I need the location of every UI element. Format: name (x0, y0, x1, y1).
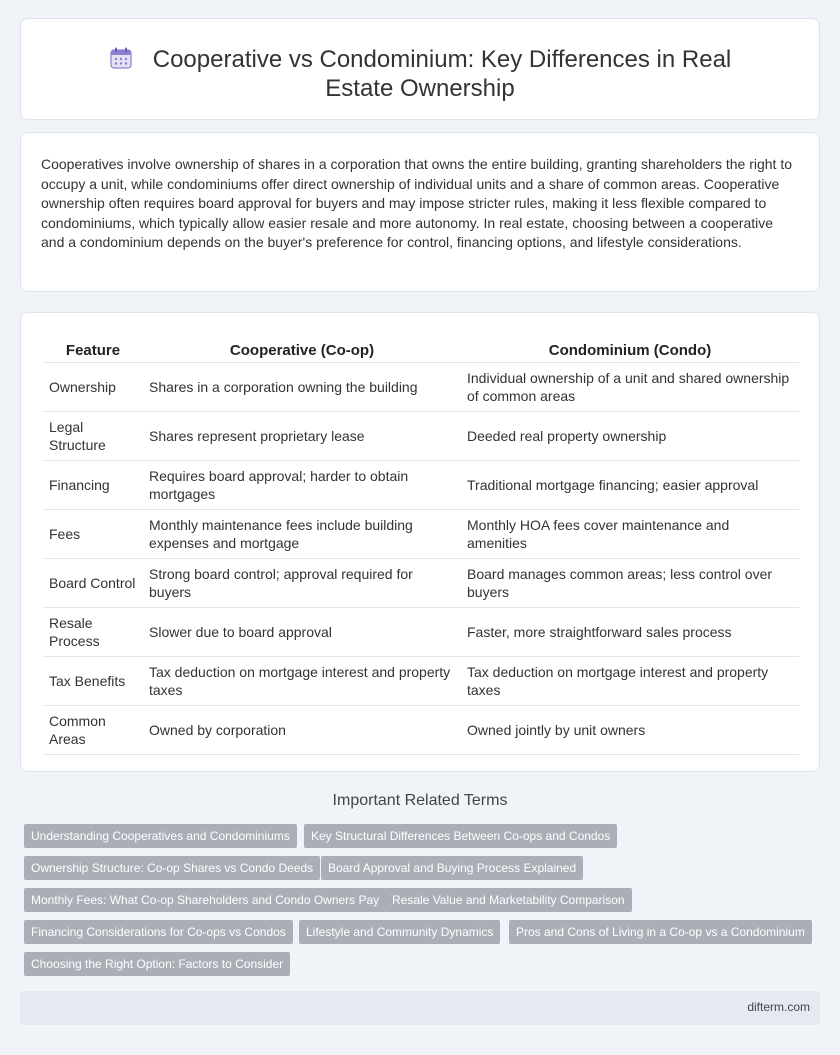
related-term-link[interactable]: Resale Value and Marketability Comparison (385, 888, 632, 912)
feature-cell: Fees (43, 510, 143, 559)
condo-cell: Tax deduction on mortgage interest and property taxes (461, 657, 799, 706)
condo-cell: Board manages common areas; less control over buyers (461, 559, 799, 608)
page-title-wrap (81, 45, 759, 103)
table-row (43, 363, 799, 412)
condo-cell: Traditional mortgage financing; easier approval (461, 461, 799, 510)
coop-cell: Slower due to board approval (143, 608, 461, 657)
coop-cell: Shares represent proprietary lease (143, 412, 461, 461)
related-term-link[interactable]: Financing Considerations for Co-ops vs Condos (24, 920, 293, 944)
related-term-link[interactable]: Understanding Cooperatives and Condominiums (24, 824, 297, 848)
related-term-link[interactable]: Ownership Structure: Co-op Shares vs Condo Deeds (24, 856, 320, 880)
table-row (43, 657, 799, 706)
feature-cell: Board Control (43, 559, 143, 608)
comparison-table (43, 333, 799, 755)
coop-cell: Shares in a corporation owning the building (143, 363, 461, 412)
condo-cell: Deeded real property ownership (461, 412, 799, 461)
table-row (43, 461, 799, 510)
coop-cell: Requires board approval; harder to obtain mortgages (143, 461, 461, 510)
footer (20, 991, 820, 1025)
feature-cell: Ownership (43, 363, 143, 412)
feature-cell: Financing (43, 461, 143, 510)
feature-cell: Common Areas (43, 706, 143, 755)
header-cooperative: Cooperative (Co-op) (143, 333, 461, 363)
header-card (20, 18, 820, 120)
intro-card (20, 132, 820, 292)
page-title: Cooperative vs Condominium: Key Differences in Real Estate Ownership (152, 46, 732, 102)
header-condominium: Condominium (Condo) (461, 333, 799, 363)
related-term-link[interactable]: Monthly Fees: What Co-op Shareholders and Condo Owners Pay (24, 888, 386, 912)
related-term-link[interactable]: Pros and Cons of Living in a Co-op vs a Condominium (509, 920, 812, 944)
table-header-row (43, 333, 799, 363)
header-feature: Feature (43, 333, 143, 363)
coop-cell: Strong board control; approval required for buyers (143, 559, 461, 608)
calendar-icon (109, 46, 133, 70)
related-terms-title: Important Related Terms (332, 792, 508, 809)
coop-cell: Tax deduction on mortgage interest and property taxes (143, 657, 461, 706)
footer-site[interactable]: difterm.com (747, 1000, 810, 1014)
related-term-link[interactable]: Choosing the Right Option: Factors to Consider (24, 952, 290, 976)
related-term-link[interactable]: Key Structural Differences Between Co-ops and Condos (304, 824, 617, 848)
condo-cell: Individual ownership of a unit and shared ownership of common areas (461, 363, 799, 412)
table-row (43, 559, 799, 608)
intro-text: Cooperatives involve ownership of shares in a corporation that owns the entire building, granting shareholders the right to occupy a unit, while condominiums offer direct ownership of individual units and a share of common areas. Cooperative ownership often requires board approval for buyers and may impose stricter rules, making it less flexible compared to condominiums, which typically allow easier resale and more autonomy. In real estate, choosing between a cooperative and a condominium depends on the buyer's preference for control, financing options, and lifestyle considerations. (41, 156, 792, 251)
related-term-link[interactable]: Board Approval and Buying Process Explained (321, 856, 583, 880)
feature-cell: Tax Benefits (43, 657, 143, 706)
table-row (43, 608, 799, 657)
condo-cell: Owned jointly by unit owners (461, 706, 799, 755)
feature-cell: Resale Process (43, 608, 143, 657)
related-term-link[interactable]: Lifestyle and Community Dynamics (299, 920, 500, 944)
table-row (43, 706, 799, 755)
coop-cell: Owned by corporation (143, 706, 461, 755)
table-row (43, 510, 799, 559)
table-row (43, 412, 799, 461)
coop-cell: Monthly maintenance fees include building expenses and mortgage (143, 510, 461, 559)
comparison-card (20, 312, 820, 772)
feature-cell: Legal Structure (43, 412, 143, 461)
condo-cell: Monthly HOA fees cover maintenance and amenities (461, 510, 799, 559)
condo-cell: Faster, more straightforward sales process (461, 608, 799, 657)
